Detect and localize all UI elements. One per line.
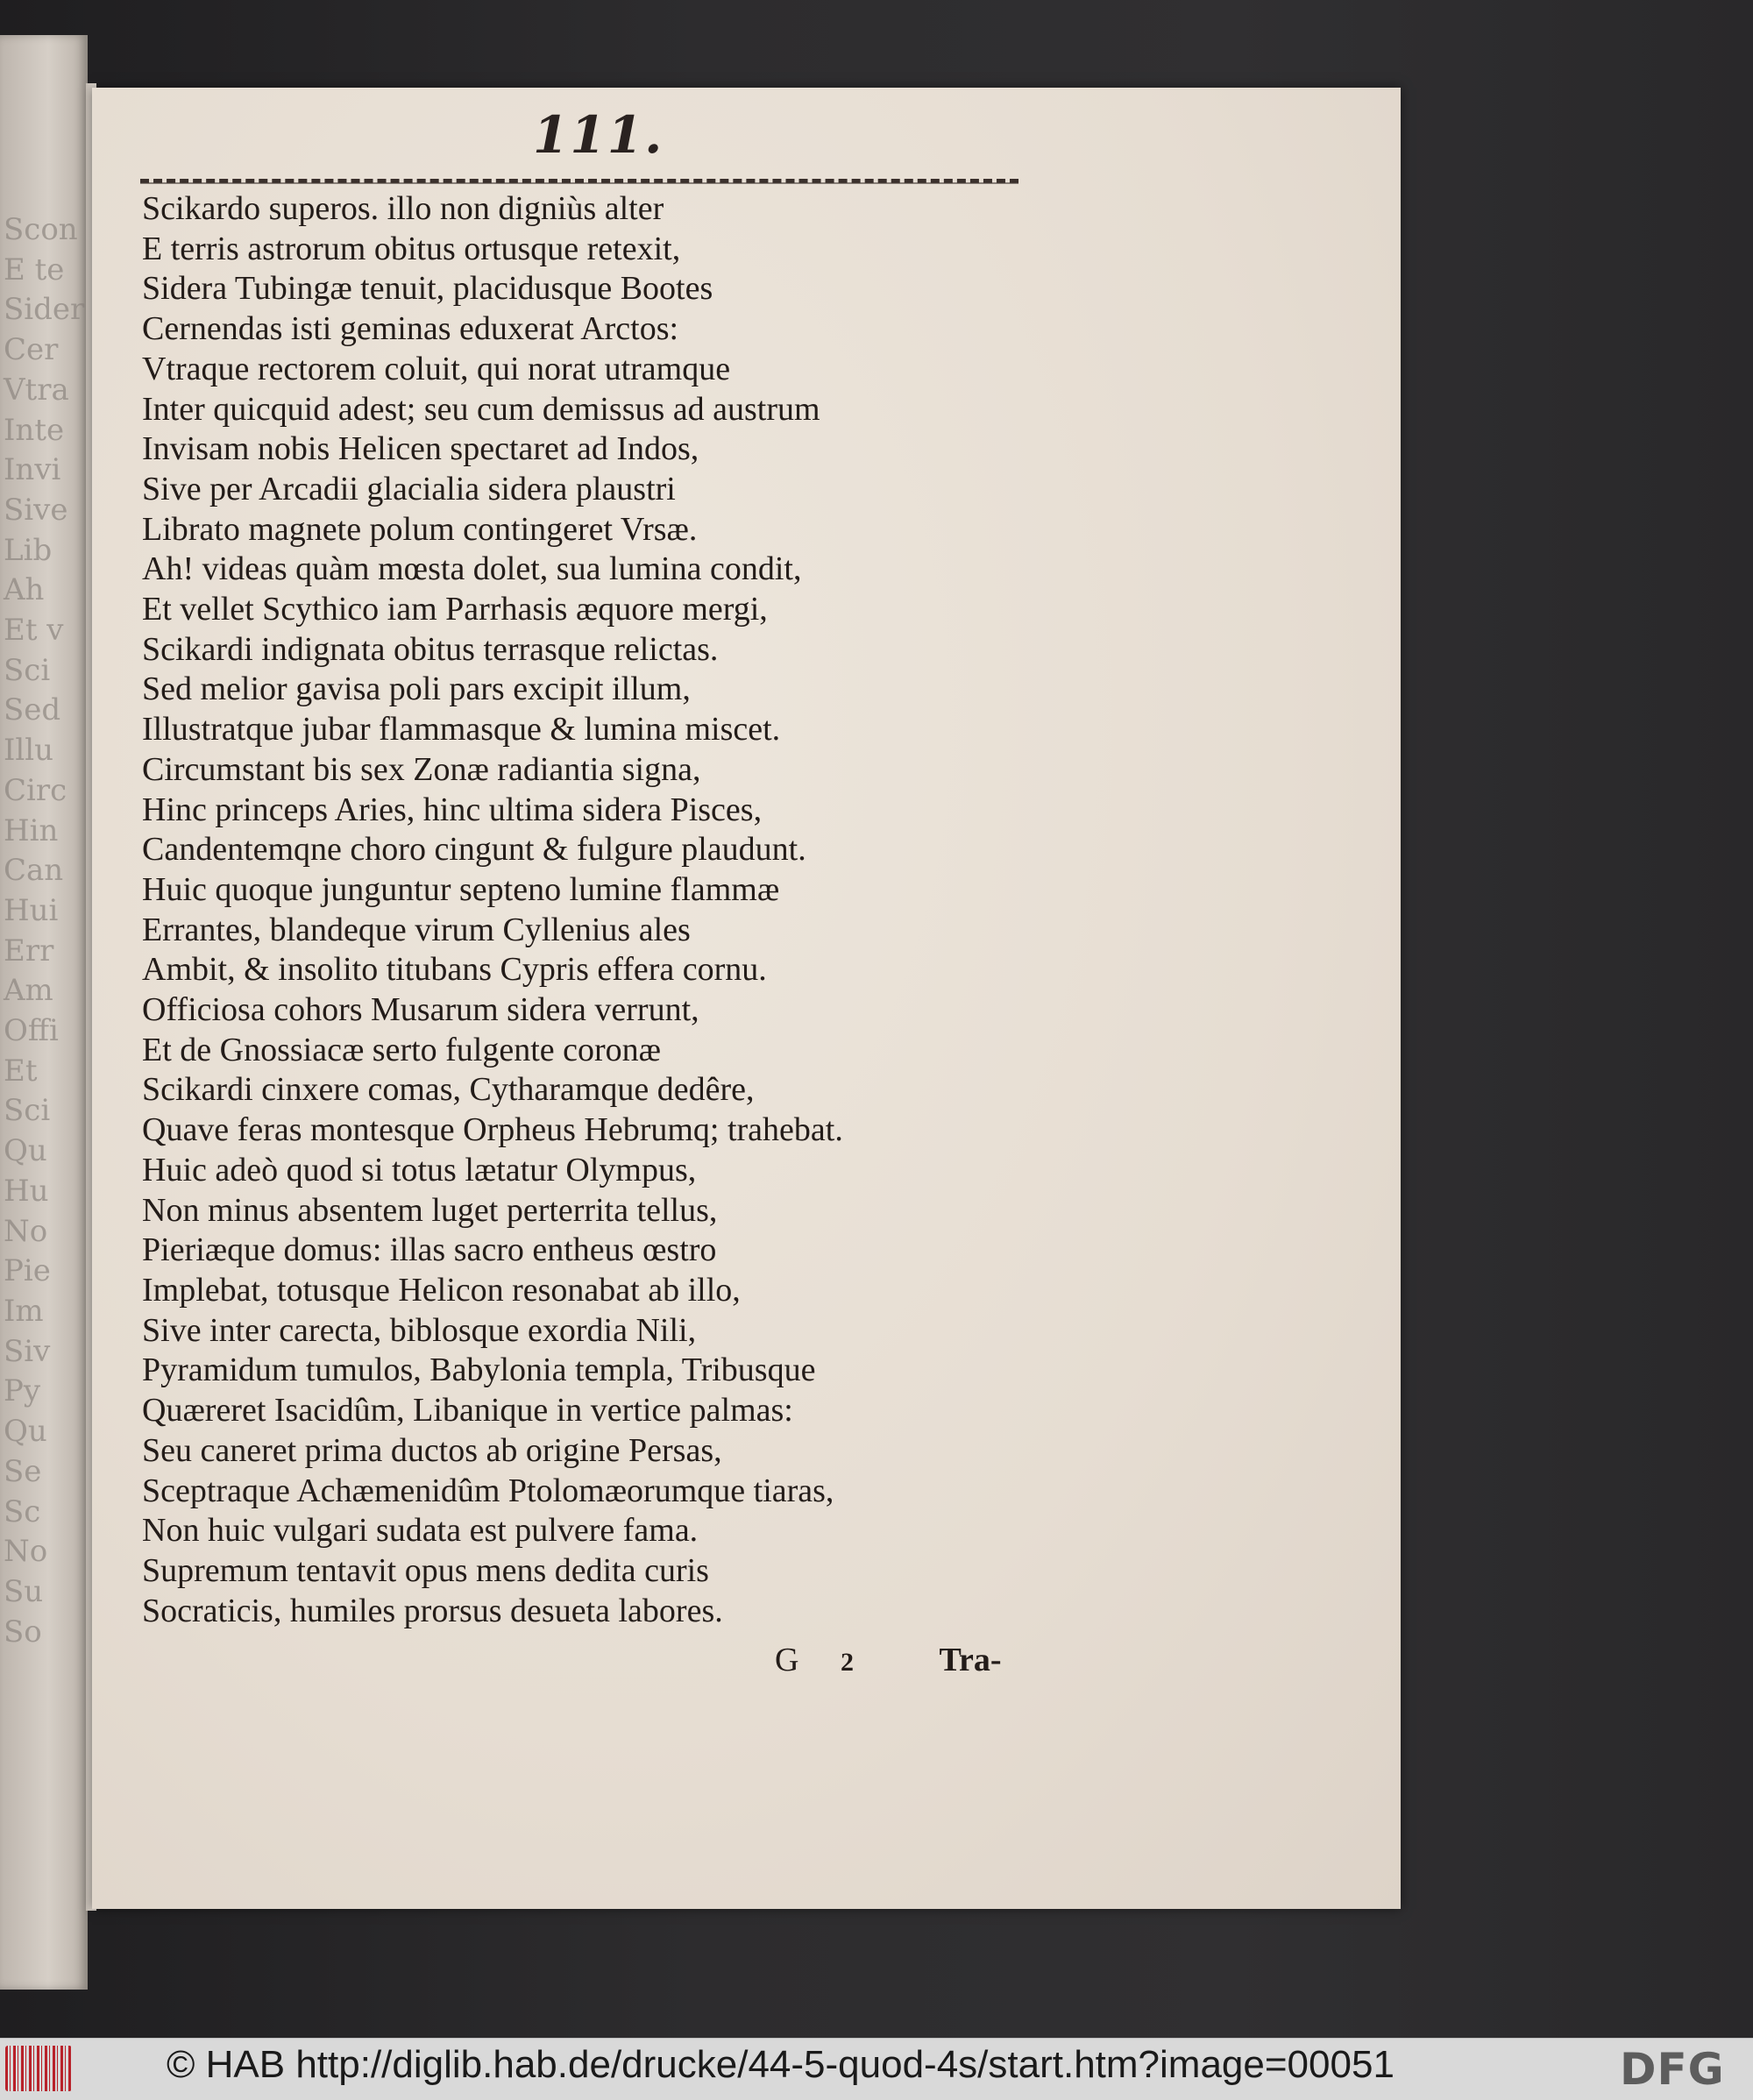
verso-line-fragment: Siv: [4, 1333, 51, 1369]
verso-line-fragment: Et: [4, 1053, 38, 1089]
verse-line: Huic quoque junguntur septeno lumine flammæ: [142, 870, 780, 908]
verso-line-fragment: No: [4, 1213, 48, 1249]
barcode-icon: [5, 2046, 72, 2091]
dfg-logo: DFG: [1620, 2044, 1725, 2095]
verso-line-fragment: So: [4, 1614, 42, 1649]
verse-line: Sive per Arcadii glacialia sidera plaustri: [142, 470, 676, 507]
signature-mark: G: [775, 1642, 799, 1678]
footer-source-link[interactable]: © HAB http://diglib.hab.de/drucke/44-5-quod-4s/start.htm?image=00051: [167, 2043, 1395, 2086]
verso-line-fragment: Qu: [4, 1133, 47, 1169]
verse-line: Sed melior gavisa poli pars excipit illum,: [142, 670, 691, 708]
verso-line-fragment: Lib: [4, 532, 53, 568]
verse-line: Implebat, totusque Helicon resonabat ab illo,: [142, 1271, 741, 1309]
verse-line: Seu caneret prima ductos ab origine Persas,: [142, 1431, 722, 1469]
verse-line: Pieriæque domus: illas sacro entheus œstro: [142, 1231, 717, 1269]
verso-line-fragment: Qu: [4, 1414, 47, 1450]
verso-line-fragment: Sed: [4, 692, 61, 728]
catchline: [775, 1641, 1002, 1679]
verso-line-fragment: Can: [4, 853, 64, 889]
verse-line: Scikardi cinxere comas, Cytharamque dedêre,: [142, 1071, 755, 1109]
verso-line-fragment: Hin: [4, 812, 59, 848]
verso-line-fragment: Py: [4, 1373, 41, 1409]
verso-line-fragment: Scon: [4, 212, 78, 247]
verse-line: Inter quicquid adest; seu cum demissus ad austrum: [142, 390, 820, 428]
signature-number: 2: [840, 1648, 854, 1677]
verse-line: Supremum tentavit opus mens dedita curis: [142, 1551, 709, 1589]
verse-line: Hinc princeps Aries, hinc ultima sidera Pisces,: [142, 791, 763, 828]
verso-line-fragment: Sc: [4, 1493, 41, 1529]
verso-line-fragment: Hu: [4, 1173, 49, 1209]
verse-line: Quæreret Isacidûm, Libanique in vertice palmas:: [142, 1392, 793, 1430]
verso-page-edge: [0, 35, 88, 1990]
verse-line: Ambit, & insolito titubans Cypris effera cornu.: [142, 951, 767, 989]
verse-line: Illustratque jubar flammasque & lumina miscet.: [142, 711, 781, 748]
verse-line: Scikardo superos. illo non digniùs alter: [142, 190, 664, 227]
verso-line-fragment: Cer: [4, 332, 59, 368]
verse-line: Sive inter carecta, biblosque exordia Nili,: [142, 1311, 697, 1349]
verso-line-fragment: E te: [4, 252, 65, 287]
verso-line-fragment: No: [4, 1534, 48, 1570]
verso-line-fragment: Sider: [4, 292, 85, 328]
verse-line: Candentemqne choro cingunt & fulgure plaudunt.: [142, 831, 806, 869]
verso-line-fragment: Circ: [4, 772, 67, 808]
verso-line-fragment: Sci: [4, 652, 51, 688]
verse-line: Errantes, blandeque virum Cyllenius ales: [142, 911, 691, 948]
verso-line-fragment: Vtra: [4, 372, 69, 408]
verse-line: E terris astrorum obitus ortusque retexit,: [142, 230, 681, 267]
verso-line-fragment: Am: [4, 973, 53, 1009]
verso-line-fragment: Hui: [4, 892, 59, 928]
verso-line-fragment: Err: [4, 933, 54, 968]
verse-line: Sceptraque Achæmenidûm Ptolomæorumque tiaras,: [142, 1472, 834, 1509]
verse-line: Scikardi indignata obitus terrasque relictas.: [142, 630, 719, 668]
verso-line-fragment: Su: [4, 1573, 44, 1609]
verso-line-fragment: Invi: [4, 452, 61, 488]
verse-line: Sidera Tubingæ tenuit, placidusque Bootes: [142, 270, 713, 308]
verse-line: Et vellet Scythico iam Parrhasis æquore mergi,: [142, 591, 768, 628]
header-rule-line: [140, 182, 1018, 184]
verse-line: Vtraque rectorem coluit, qui norat utramque: [142, 350, 731, 387]
verse-line: Circumstant bis sex Zonæ radiantia signa,: [142, 750, 701, 788]
verso-line-fragment: Offi: [4, 1013, 59, 1049]
page-number: 111.: [533, 105, 664, 165]
verse-line: Et de Gnossiacæ serto fulgente coronæ: [142, 1031, 662, 1068]
verso-line-fragment: Se: [4, 1453, 42, 1489]
verso-line-fragment: Im: [4, 1293, 44, 1329]
verse-text-block: [142, 189, 1054, 1631]
verse-line: Non huic vulgari sudata est pulvere fama.: [142, 1512, 699, 1550]
verse-line: Huic adeò quod si totus lætatur Olympus,: [142, 1151, 697, 1188]
verse-line: Librato magnete polum contingeret Vrsæ.: [142, 510, 698, 548]
verso-line-fragment: Sive: [4, 492, 68, 528]
verse-line: Officiosa cohors Musarum sidera verrunt,: [142, 991, 699, 1029]
verso-line-fragment: Ah: [4, 572, 45, 608]
verse-line: Invisam nobis Helicen spectaret ad Indos,: [142, 430, 699, 468]
catchword: Tra-: [939, 1642, 1002, 1678]
verso-line-fragment: Pie: [4, 1253, 51, 1289]
verse-line: Non minus absentem luget perterrita tellus,: [142, 1191, 718, 1229]
verse-line: Cernendas isti geminas eduxerat Arctos:: [142, 310, 679, 348]
verso-line-fragment: Inte: [4, 412, 65, 448]
verse-line: Ah! videas quàm mœsta dolet, sua lumina condit,: [142, 550, 802, 588]
verso-line-fragment: Sci: [4, 1093, 51, 1129]
verso-line-fragment: Illu: [4, 733, 54, 769]
verse-line: Socraticis, humiles prorsus desueta labores.: [142, 1592, 723, 1629]
verse-line: Pyramidum tumulos, Babylonia templa, Tribusque: [142, 1352, 816, 1389]
verso-line-fragment: Et v: [4, 613, 64, 649]
verse-line: Quave feras montesque Orpheus Hebrumq; trahebat.: [142, 1111, 843, 1149]
verso-page-text: [0, 210, 88, 1652]
